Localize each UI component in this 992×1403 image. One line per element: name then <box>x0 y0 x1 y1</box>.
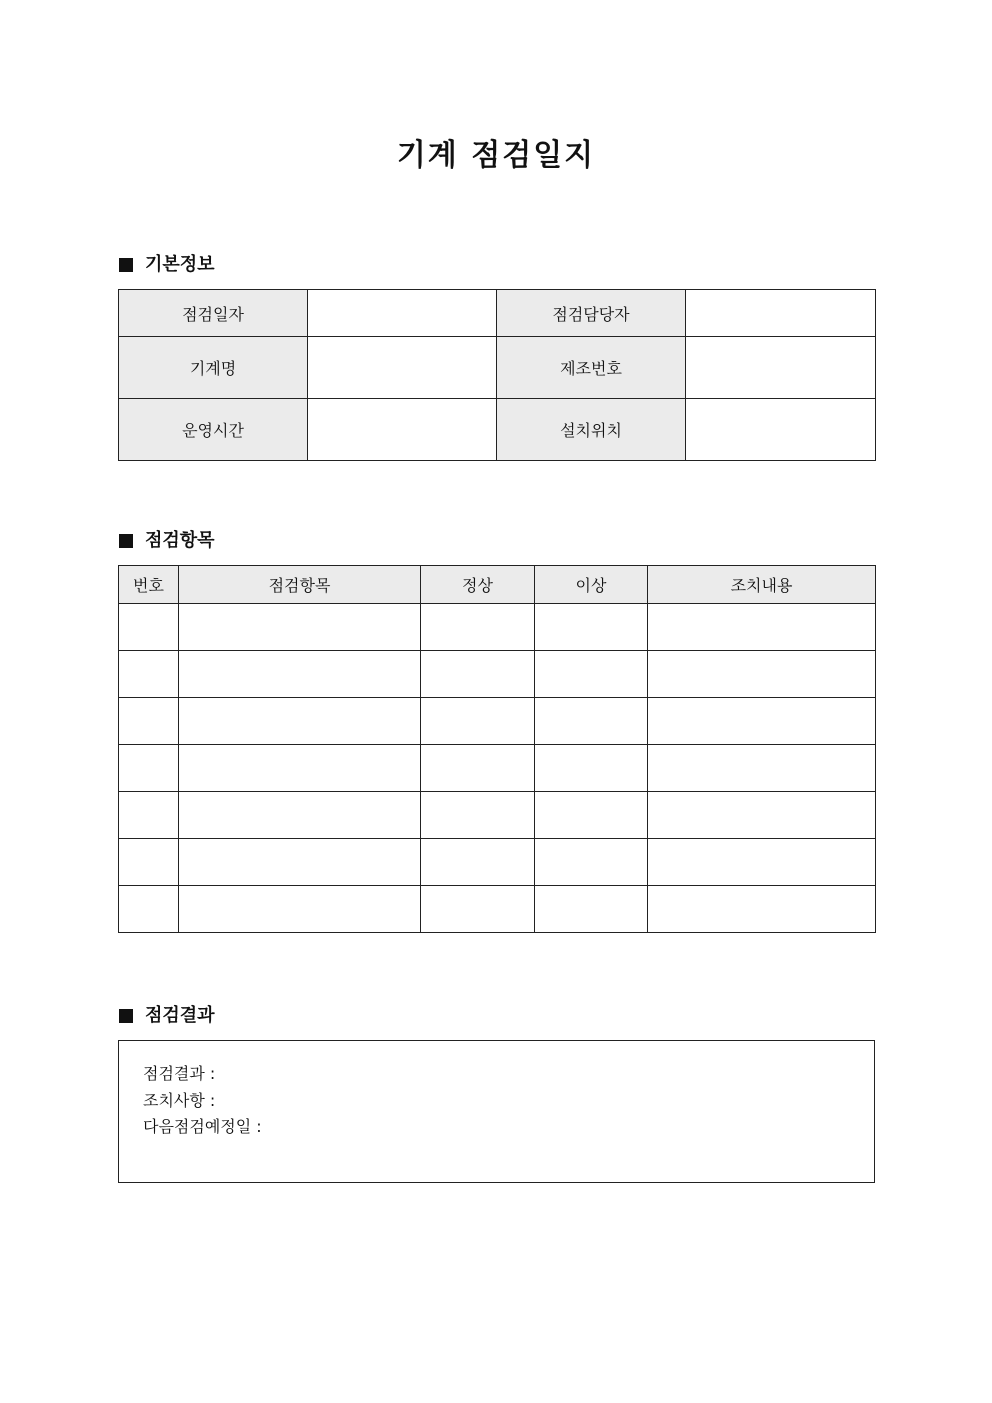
action-cell[interactable] <box>648 839 876 886</box>
inspection-items-table <box>118 565 876 933</box>
number-cell[interactable] <box>119 792 179 839</box>
table-row <box>119 399 876 461</box>
install-location-field[interactable] <box>686 399 876 461</box>
normal-cell[interactable] <box>421 839 535 886</box>
result-lines <box>143 1061 262 1141</box>
action-cell[interactable] <box>648 745 876 792</box>
inspector-label: 점검담당자 <box>497 290 686 337</box>
item-cell[interactable] <box>179 698 421 745</box>
table-row <box>119 886 876 933</box>
abnormal-cell[interactable] <box>535 698 648 745</box>
normal-cell[interactable] <box>421 745 535 792</box>
number-cell[interactable] <box>119 745 179 792</box>
table-row <box>119 651 876 698</box>
item-cell[interactable] <box>179 839 421 886</box>
section-heading-basic-info <box>119 253 215 277</box>
action-cell[interactable] <box>648 604 876 651</box>
serial-number-field[interactable] <box>686 337 876 399</box>
number-cell[interactable] <box>119 886 179 933</box>
inspection-result-box[interactable] <box>118 1040 875 1183</box>
normal-cell[interactable] <box>421 698 535 745</box>
section-heading-label: 점검항목 <box>145 530 215 551</box>
install-location-label: 설치위치 <box>497 399 686 461</box>
table-row <box>119 745 876 792</box>
number-cell[interactable] <box>119 604 179 651</box>
table-row <box>119 698 876 745</box>
number-cell[interactable] <box>119 698 179 745</box>
item-cell[interactable] <box>179 604 421 651</box>
item-cell[interactable] <box>179 651 421 698</box>
abnormal-cell[interactable] <box>535 604 648 651</box>
abnormal-cell[interactable] <box>535 839 648 886</box>
action-cell[interactable] <box>648 698 876 745</box>
document-title: 기계 점검일지 <box>396 138 596 173</box>
action-cell[interactable] <box>648 886 876 933</box>
normal-cell[interactable] <box>421 886 535 933</box>
number-cell[interactable] <box>119 651 179 698</box>
action-cell[interactable] <box>648 651 876 698</box>
inspector-field[interactable] <box>686 290 876 337</box>
result-line-action-taken: 조치사항 : <box>143 1090 216 1110</box>
square-bullet-icon <box>119 534 133 548</box>
action-cell[interactable] <box>648 792 876 839</box>
abnormal-cell[interactable] <box>535 792 648 839</box>
operating-hours-field[interactable] <box>308 399 497 461</box>
normal-cell[interactable] <box>421 651 535 698</box>
section-heading-label: 기본정보 <box>145 254 215 275</box>
basic-info-table <box>118 289 876 461</box>
item-cell[interactable] <box>179 886 421 933</box>
result-line-inspection-result: 점검결과 : <box>143 1064 216 1083</box>
column-header-normal: 정상 <box>421 566 535 604</box>
table-header-row <box>119 566 876 604</box>
column-header-abnormal: 이상 <box>535 566 648 604</box>
section-heading-inspection-result <box>119 1004 215 1028</box>
table-row <box>119 604 876 651</box>
abnormal-cell[interactable] <box>535 745 648 792</box>
column-header-number: 번호 <box>119 566 179 604</box>
abnormal-cell[interactable] <box>535 886 648 933</box>
table-row <box>119 792 876 839</box>
item-cell[interactable] <box>179 792 421 839</box>
serial-number-label: 제조번호 <box>497 337 686 399</box>
normal-cell[interactable] <box>421 792 535 839</box>
abnormal-cell[interactable] <box>535 651 648 698</box>
machine-name-field[interactable] <box>308 337 497 399</box>
inspection-date-label: 점검일자 <box>119 290 308 337</box>
square-bullet-icon <box>119 1009 133 1023</box>
square-bullet-icon <box>119 258 133 272</box>
table-row <box>119 337 876 399</box>
section-heading-inspection-items <box>119 529 215 553</box>
table-row <box>119 839 876 886</box>
table-row <box>119 290 876 337</box>
column-header-item: 점검항목 <box>179 566 421 604</box>
section-heading-label: 점검결과 <box>145 1005 215 1026</box>
machine-name-label: 기계명 <box>119 337 308 399</box>
normal-cell[interactable] <box>421 604 535 651</box>
item-cell[interactable] <box>179 745 421 792</box>
column-header-action: 조치내용 <box>648 566 876 604</box>
operating-hours-label: 운영시간 <box>119 399 308 461</box>
result-line-next-inspection-date: 다음점검예정일 : <box>143 1117 262 1136</box>
number-cell[interactable] <box>119 839 179 886</box>
inspection-date-field[interactable] <box>308 290 497 337</box>
